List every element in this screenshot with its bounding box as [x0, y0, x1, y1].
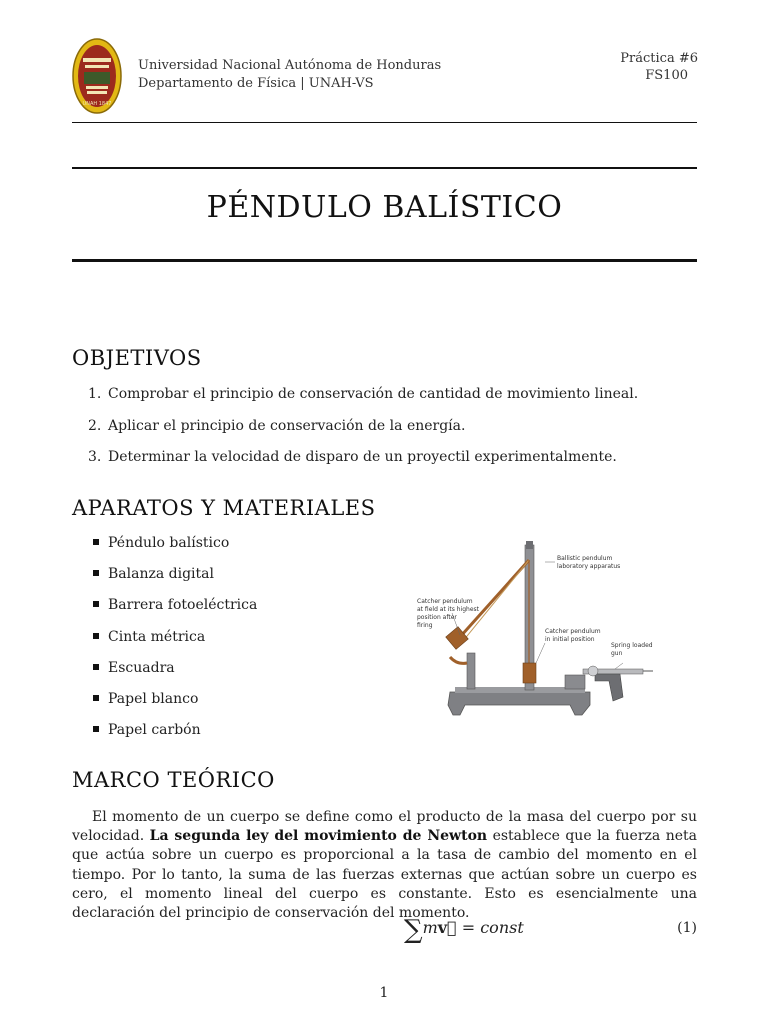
objectives-list: [88, 386, 638, 481]
unah-logo: [72, 38, 122, 114]
document-title: PÉNDULO BALÍSTICO: [206, 190, 563, 225]
bullet-icon: [93, 601, 99, 607]
svg-text:gun: gun: [611, 650, 623, 657]
header-rule: [72, 122, 697, 123]
list-item: Balanza digital: [93, 566, 257, 597]
svg-text:UNAH 1847: UNAH 1847: [82, 101, 112, 107]
sum-symbol: ∑: [404, 915, 423, 945]
list-item: Péndulo balístico: [93, 535, 257, 566]
figure-label-catcher-high: Catcher pendulum: [417, 598, 473, 605]
list-item: Barrera fotoeléctrica: [93, 597, 257, 628]
figure-label-gun: Spring loaded: [611, 642, 653, 649]
equation-1: ∑mv⃗ = const (1): [404, 915, 697, 945]
svg-text:position after: position after: [417, 614, 457, 621]
figure-label-apparatus: Ballistic pendulum: [557, 555, 613, 562]
practice-number: Práctica #6: [620, 51, 698, 66]
materials-list: [93, 535, 257, 753]
svg-text:firing: firing: [417, 622, 433, 629]
theory-paragraph: El momento de un cuerpo se define como el producto de la masa del cuerpo por su velocidad. La segunda ley del movimiento de Newton establece que la fuerza neta que actúa sobre un cuerpo es proporcional a la tasa de cambio del momento en el tiempo. Por lo tanto, la suma de las fuerzas externas que actúan sobre un cuerpo es cero, el momento lineal del cuerpo es constante. Esto es esencialmente una declaración del principio de conservación del momento.: [72, 809, 697, 922]
figure-label-catcher-initial: Catcher pendulum: [545, 628, 601, 635]
bullet-icon: [93, 570, 99, 576]
svg-text:laboratory apparatus: laboratory apparatus: [557, 563, 621, 570]
theory-heading: MARCO TEÓRICO: [72, 768, 275, 792]
course-code: FS100: [645, 68, 688, 83]
svg-text:at field at its highest: at field at its highest: [417, 606, 480, 613]
title-rule-bottom: [72, 259, 697, 262]
bullet-icon: [93, 633, 99, 639]
list-item: 1. Comprobar el principio de conservación de cantidad de movimiento lineal.: [88, 386, 639, 402]
bullet-icon: [93, 664, 99, 670]
practice-block: [600, 50, 698, 84]
newton-law-bold: La segunda ley del movimiento de Newton: [149, 828, 488, 845]
institution-name: Universidad Nacional Autónoma de Honduras: [138, 58, 442, 73]
list-item: 3. Determinar la velocidad de disparo de un proyectil experimentalmente.: [88, 449, 617, 465]
equation-number: (1): [677, 920, 697, 936]
list-item: Papel carbón: [93, 722, 257, 753]
objectives-heading: OBJETIVOS: [72, 346, 202, 370]
bullet-icon: [93, 726, 99, 732]
department-name: Departamento de Física | UNAH-VS: [138, 76, 374, 91]
page-number: 1: [379, 985, 389, 1001]
title-rule-top: [72, 167, 697, 169]
list-item: Papel blanco: [93, 691, 257, 722]
svg-text:in initial position: in initial position: [545, 636, 595, 643]
ballistic-pendulum-figure: [405, 535, 675, 725]
bullet-icon: [93, 539, 99, 545]
list-item: Cinta métrica: [93, 629, 257, 660]
materials-heading: APARATOS Y MATERIALES: [72, 496, 376, 520]
institution-block: [138, 57, 441, 93]
list-item: Escuadra: [93, 660, 257, 691]
list-item: 2. Aplicar el principio de conservación de la energía.: [88, 417, 466, 434]
bullet-icon: [93, 695, 99, 701]
